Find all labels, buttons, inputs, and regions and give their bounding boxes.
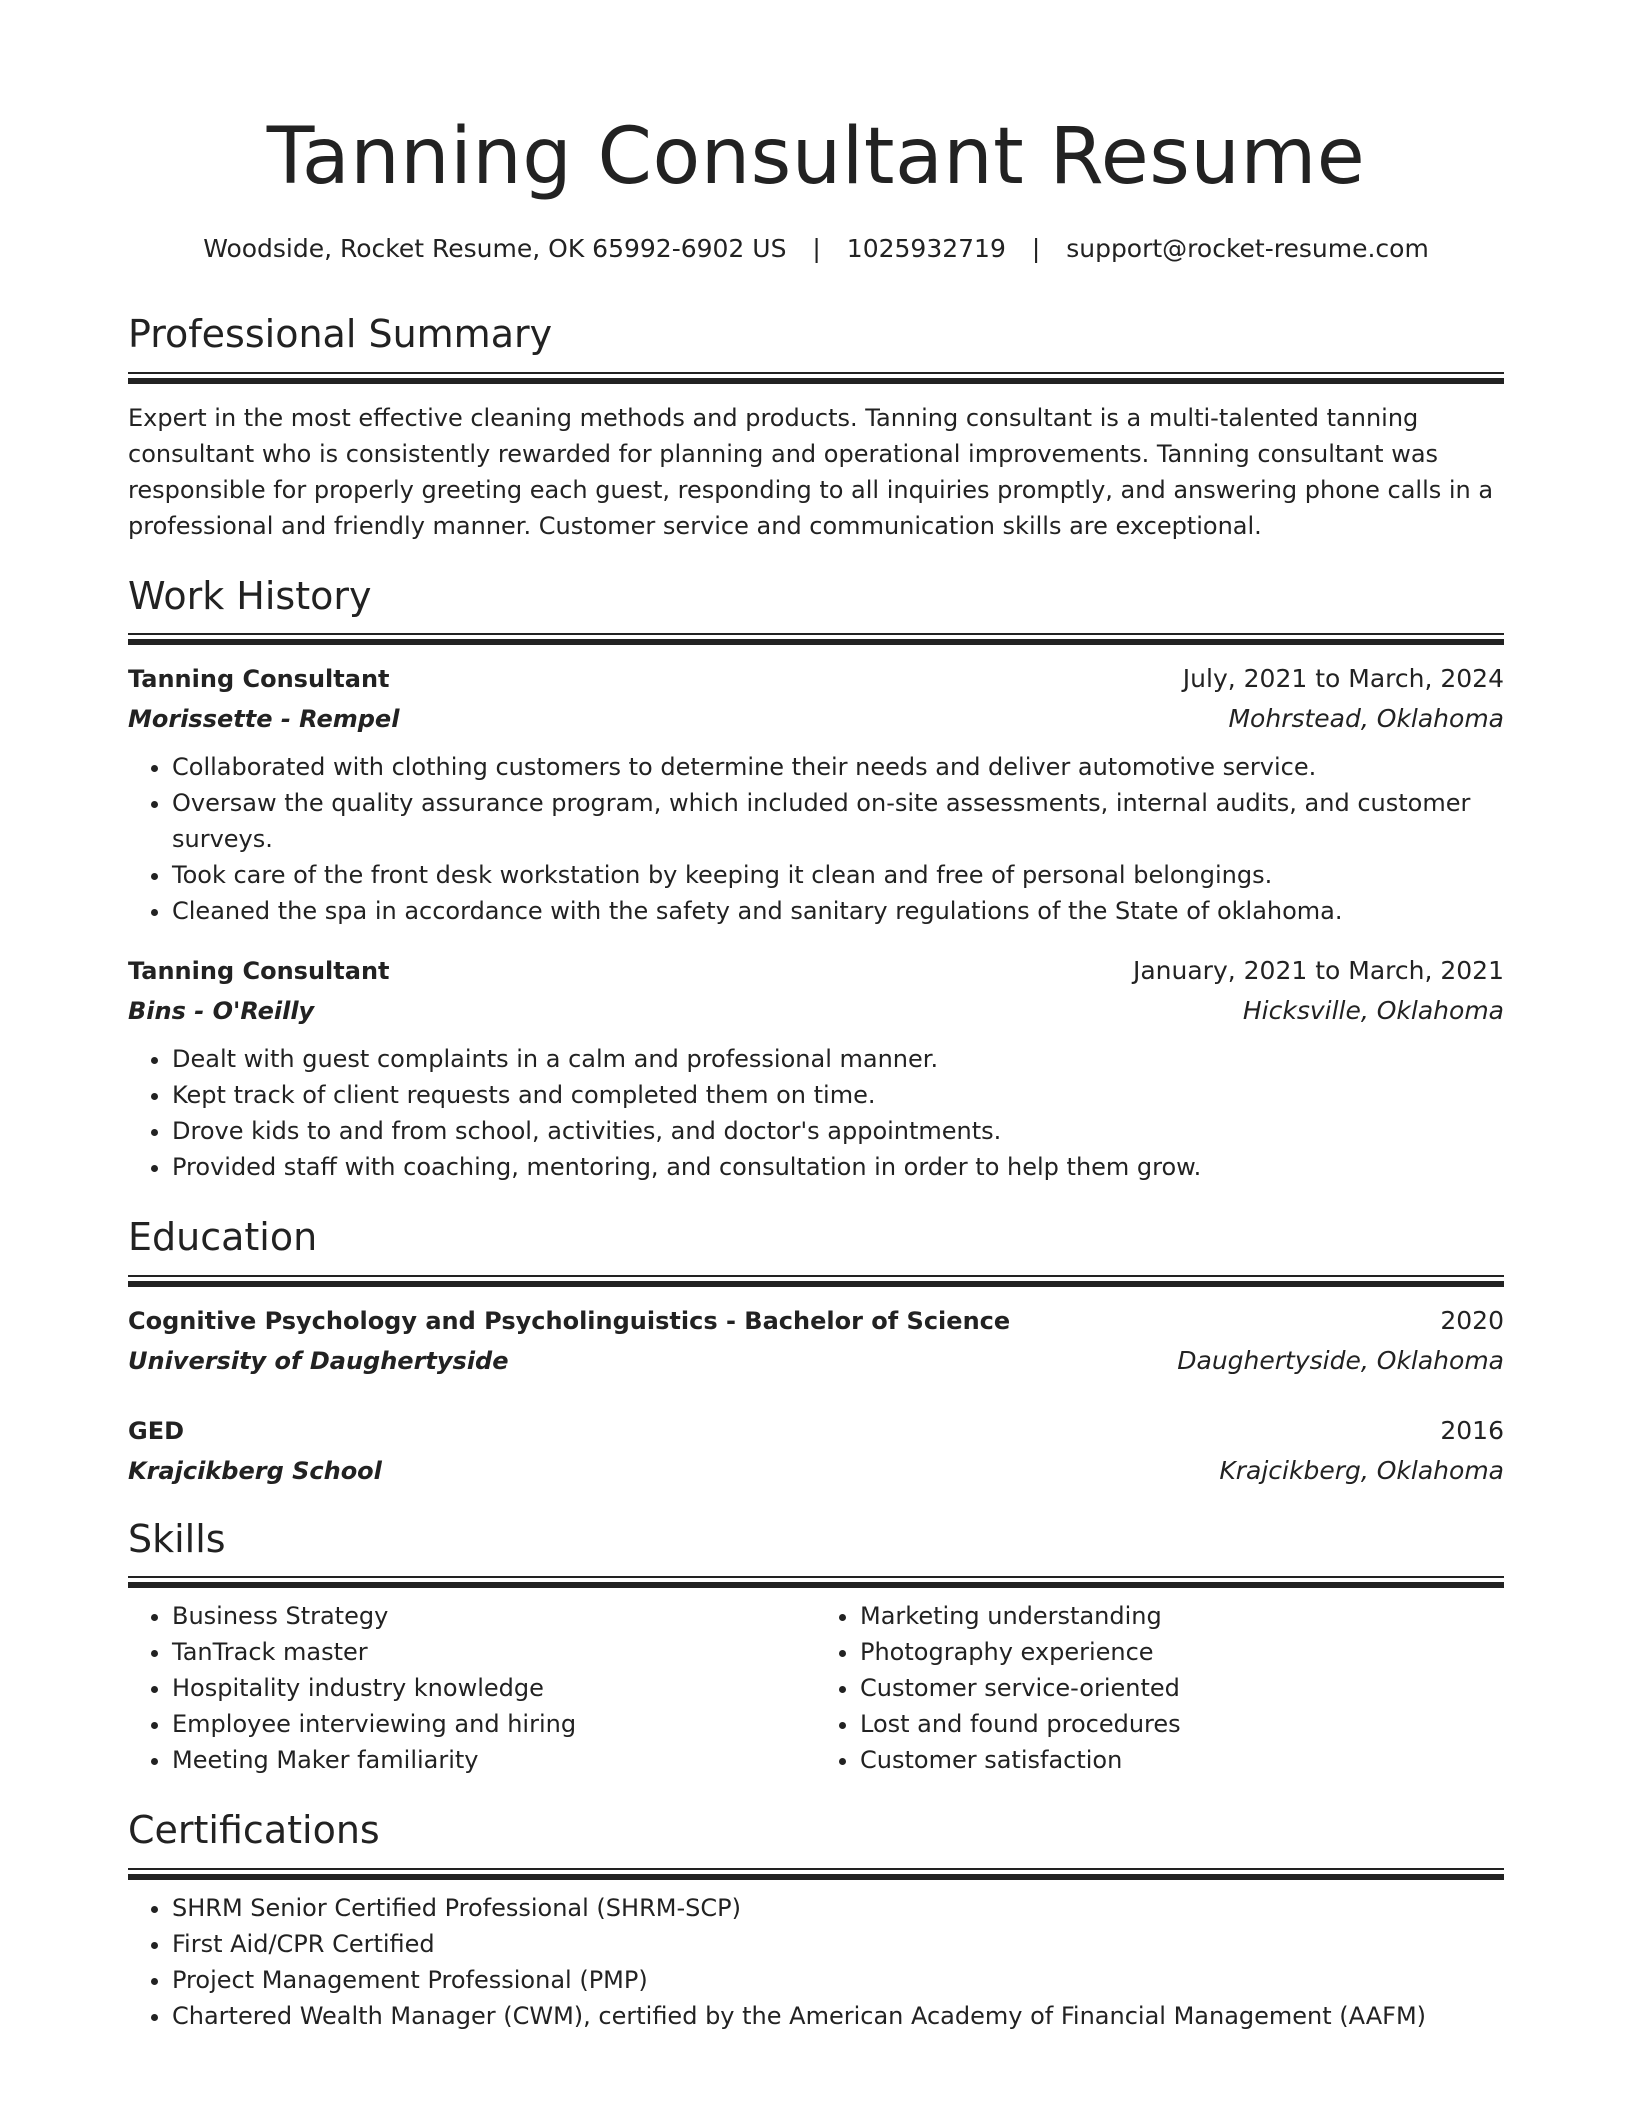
certifications-section	[128, 1808, 1504, 2034]
list-item: • Customer satisfaction	[860, 1742, 1504, 1778]
list-item: • Customer service-oriented	[860, 1670, 1504, 1706]
certifications-list	[128, 1890, 1504, 2034]
section-heading: Professional Summary	[128, 312, 553, 356]
page-title: Tanning Consultant Resume	[266, 112, 1366, 202]
list-item: • Drove kids to and from school, activities, and doctor's appointments.	[172, 1113, 1504, 1149]
job-title: Tanning Consultant	[128, 665, 390, 694]
list-item: • Business Strategy	[172, 1598, 816, 1634]
education-entry	[128, 1411, 1504, 1491]
education-header-row	[128, 1411, 1504, 1451]
job-header-row	[128, 659, 1504, 699]
list-item: • TanTrack master	[172, 1634, 816, 1670]
education-year: 2016	[1440, 1415, 1504, 1445]
skills-list-right	[816, 1598, 1504, 1778]
skills-section	[128, 1517, 1504, 1779]
section-heading: Certifications	[128, 1808, 380, 1853]
list-item: • Cleaned the spa in accordance with the safety and sanitary regulations of the State of oklahoma.	[172, 893, 1504, 929]
section-divider	[128, 1868, 1504, 1880]
section-heading: Skills	[128, 1516, 226, 1561]
job-title: Tanning Consultant	[128, 957, 390, 986]
list-item: • SHRM Senior Certified Professional (SHRM-SCP)	[172, 1890, 1504, 1926]
section-divider	[128, 372, 1504, 384]
job-company: Morissette - Rempel	[128, 705, 400, 734]
summary-section	[128, 312, 1504, 544]
job-company-row	[128, 991, 1504, 1031]
contact-separator: |	[1031, 234, 1041, 263]
contact-separator: |	[812, 234, 821, 263]
list-item: • Employee interviewing and hiring	[172, 1706, 816, 1742]
contact-address: Woodside, Rocket Resume, OK 65992-6902 US	[203, 234, 787, 263]
work-history-section	[128, 574, 1504, 1186]
skills-list-left	[128, 1598, 816, 1778]
list-item: • Meeting Maker familiarity	[172, 1742, 816, 1778]
education-school-row	[128, 1341, 1504, 1381]
education-section	[128, 1215, 1504, 1491]
job-entry	[128, 951, 1504, 1185]
list-item: • Kept track of client requests and completed them on time.	[172, 1077, 1504, 1113]
list-item: • Photography experience	[860, 1634, 1504, 1670]
section-divider	[128, 633, 1504, 645]
job-header-row	[128, 951, 1504, 991]
education-school-row	[128, 1451, 1504, 1491]
list-item: • Marketing understanding	[860, 1598, 1504, 1634]
contact-email: support@rocket-resume.com	[1066, 234, 1429, 263]
section-heading: Work History	[128, 573, 372, 618]
education-school: Krajcikberg School	[128, 1456, 382, 1485]
education-degree: GED	[128, 1416, 185, 1445]
list-item: • Hospitality industry knowledge	[172, 1670, 816, 1706]
education-entry	[128, 1301, 1504, 1381]
education-school: University of Daughertyside	[128, 1346, 509, 1375]
section-divider	[128, 1275, 1504, 1287]
job-dates: January, 2021 to March, 2021	[1132, 956, 1504, 986]
list-item: • Dealt with guest complaints in a calm and professional manner.	[172, 1041, 1504, 1077]
list-item: • Lost and found procedures	[860, 1706, 1504, 1742]
resume-header	[128, 0, 1504, 264]
summary-text: Expert in the most effective cleaning methods and products. Tanning consultant is a multi-talented tanning consultant who is consistently rewarded for planning and operational improvements. Tanning consultant was responsible for properly greeting each guest, responding to all inquiries promptly, and answering phone calls in a professional and friendly manner. Customer service and communication skills are exceptional.	[128, 403, 1494, 540]
job-company: Bins - O'Reilly	[128, 997, 315, 1026]
education-location: Daughertyside, Oklahoma	[1177, 1345, 1504, 1375]
skills-grid	[128, 1598, 1504, 1778]
contact-line	[128, 234, 1504, 264]
list-item: • Oversaw the quality assurance program, which included on-site assessments, internal audits, and customer surveys.	[172, 785, 1504, 857]
job-location: Mohrstead, Oklahoma	[1228, 704, 1504, 734]
section-divider	[128, 1576, 1504, 1588]
education-location: Krajcikberg, Oklahoma	[1219, 1455, 1504, 1485]
list-item: • Provided staff with coaching, mentoring, and consultation in order to help them grow.	[172, 1149, 1504, 1185]
job-bullets	[128, 749, 1504, 929]
job-entry	[128, 659, 1504, 929]
job-location: Hicksville, Oklahoma	[1242, 996, 1504, 1026]
contact-phone: 1025932719	[846, 234, 1006, 263]
list-item: • Took care of the front desk workstation by keeping it clean and free of personal belongings.	[172, 857, 1504, 893]
list-item: • Project Management Professional (PMP)	[172, 1962, 1504, 1998]
education-year: 2020	[1440, 1305, 1504, 1335]
job-bullets	[128, 1041, 1504, 1185]
education-degree: Cognitive Psychology and Psycholinguistics - Bachelor of Science	[128, 1306, 1011, 1335]
education-header-row	[128, 1301, 1504, 1341]
list-item: • First Aid/CPR Certified	[172, 1926, 1504, 1962]
job-dates: July, 2021 to March, 2024	[1182, 664, 1504, 694]
job-company-row	[128, 699, 1504, 739]
list-item: • Chartered Wealth Manager (CWM), certified by the American Academy of Financial Management (AAFM)	[172, 1998, 1504, 2034]
list-item: • Collaborated with clothing customers to determine their needs and deliver automotive service.	[172, 749, 1504, 785]
section-heading: Education	[128, 1215, 318, 1260]
